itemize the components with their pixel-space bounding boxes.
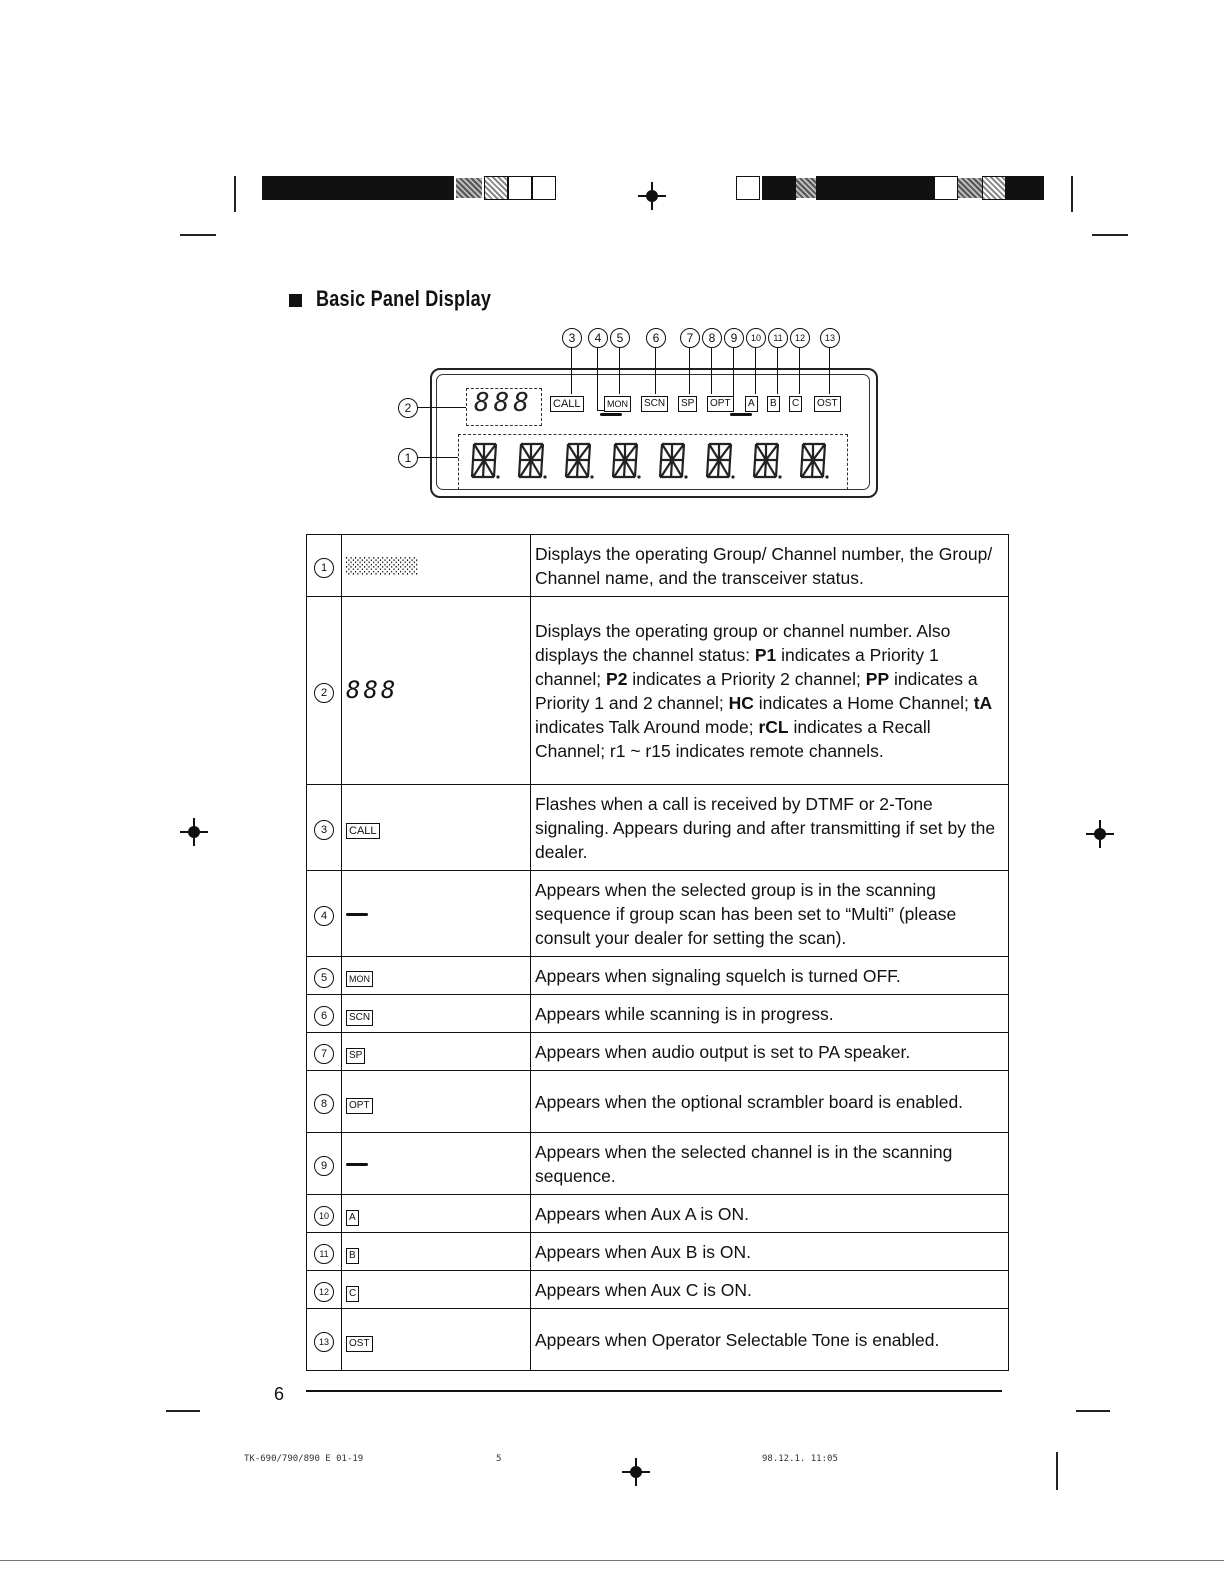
indicator-a: A (745, 396, 758, 412)
mon-symbol-icon: MON (346, 971, 373, 987)
section-bullet-icon (289, 294, 302, 307)
footer-right: 98.12.1. 11:05 (762, 1454, 838, 1464)
callout-12: 12 (790, 328, 810, 348)
scan-dash-icon (600, 413, 622, 416)
table-row (307, 1195, 1009, 1233)
aux-c-symbol-icon: C (346, 1286, 359, 1302)
table-row (307, 1071, 1009, 1133)
scn-symbol-icon: SCN (346, 1010, 373, 1026)
seg14-character-icon (470, 442, 500, 480)
trim-mark (1076, 1410, 1110, 1412)
trim-mark (234, 176, 236, 212)
page-number: 6 (274, 1384, 285, 1404)
sp-symbol-icon: SP (346, 1048, 365, 1064)
registration-bar-left (262, 176, 568, 200)
row-number: 1 (314, 558, 334, 578)
page-bottom-edge (0, 1560, 1224, 1561)
table-row (307, 1133, 1009, 1195)
scan-dash-icon (346, 1163, 368, 1166)
indicator-table (306, 534, 1009, 1371)
scan-dash-icon (730, 413, 752, 416)
callout-8: 8 (702, 328, 722, 348)
indicator-scn: SCN (641, 396, 668, 412)
row-number: 6 (314, 1006, 334, 1026)
callout-5: 5 (610, 328, 630, 348)
row-number: 8 (314, 1094, 334, 1114)
seg14-character-icon (611, 442, 641, 480)
row-number: 12 (314, 1282, 334, 1302)
seg14-character-icon (752, 442, 782, 480)
row-description: Appears when audio output is set to PA speaker. (531, 1033, 1009, 1071)
table-row (307, 785, 1009, 871)
trim-mark (166, 1410, 200, 1412)
callout-7: 7 (680, 328, 700, 348)
row-number: 13 (314, 1332, 334, 1352)
indicator-c: C (789, 396, 802, 412)
row-number: 4 (314, 906, 334, 926)
row-description: Appears when Aux C is ON. (531, 1271, 1009, 1309)
trim-mark (1092, 234, 1128, 236)
registration-crosshair-icon (638, 182, 666, 210)
trim-mark (1071, 176, 1073, 212)
indicator-b: B (767, 396, 780, 412)
callout-9: 9 (724, 328, 744, 348)
row-description: Flashes when a call is received by DTMF or 2-Tone signaling. Appears during and after transmitting if set by the dealer. (531, 785, 1009, 871)
callout-13: 13 (820, 328, 840, 348)
registration-bar-right (736, 176, 1044, 200)
seg14-character-icon (658, 442, 688, 480)
table-row (307, 957, 1009, 995)
row-description: Displays the operating group or channel number. Also displays the channel status: P1 indicates a Priority 1 channel; P2 indicates a Priority 2 channel; PP indicates a Priority 1 and 2 channel; HC indicates a Home Channel; tA indicates Talk Around mode; rCL indicates a Recall Channel; r1 ~ r15 indicates remote channels. (531, 597, 1009, 785)
registration-crosshair-icon (1086, 820, 1114, 848)
table-row (307, 535, 1009, 597)
table-row (307, 1309, 1009, 1371)
indicator-sp: SP (678, 396, 697, 412)
seg14-character-icon (517, 442, 547, 480)
aux-b-symbol-icon: B (346, 1248, 359, 1264)
row-number: 2 (314, 683, 334, 703)
opt-symbol-icon: OPT (346, 1098, 373, 1114)
row-number: 3 (314, 820, 334, 840)
footer-left: TK-690/790/890 E 01-19 (244, 1454, 364, 1464)
table-row (307, 1233, 1009, 1271)
registration-crosshair-icon (180, 818, 208, 846)
row-description: Appears when signaling squelch is turned OFF. (531, 957, 1009, 995)
registration-crosshair-icon (622, 1458, 650, 1486)
callout-2: 2 (398, 398, 418, 418)
scan-dash-icon (346, 913, 368, 916)
section-title: Basic Panel Display (316, 286, 492, 311)
aux-a-symbol-icon: A (346, 1210, 359, 1226)
table-row (307, 597, 1009, 785)
row-description: Appears when Operator Selectable Tone is enabled. (531, 1309, 1009, 1371)
indicator-call: CALL (550, 396, 584, 412)
ost-symbol-icon: OST (346, 1336, 373, 1352)
table-row (307, 1033, 1009, 1071)
seg7-symbol-icon: 888 (346, 675, 399, 704)
trim-mark (1056, 1452, 1058, 1490)
row-description: Appears when the selected group is in the scanning sequence if group scan has been set to “Multi” (please consult your dealer for setting the scan). (531, 871, 1009, 957)
footer-rule (306, 1390, 1002, 1392)
seg14-character-icon (564, 442, 594, 480)
table-row (307, 1271, 1009, 1309)
row-description: Appears when Aux B is ON. (531, 1233, 1009, 1271)
seg14-character-icon (705, 442, 735, 480)
row-description: Appears when the optional scrambler board is enabled. (531, 1071, 1009, 1133)
indicator-opt: OPT (707, 396, 734, 412)
row-description: Appears when Aux A is ON. (531, 1195, 1009, 1233)
callout-3: 3 (562, 328, 582, 348)
call-symbol-icon: CALL (346, 823, 380, 839)
row-description: Appears when the selected channel is in the scanning sequence. (531, 1133, 1009, 1195)
indicator-mon: MON (604, 396, 631, 412)
table-row (307, 995, 1009, 1033)
row-number: 10 (314, 1206, 334, 1226)
callout-4: 4 (588, 328, 608, 348)
callout-6: 6 (646, 328, 666, 348)
footer-center: 5 (496, 1454, 502, 1464)
row-number: 9 (314, 1156, 334, 1176)
indicator-ost: OST (814, 396, 841, 412)
table-row (307, 871, 1009, 957)
callout-1: 1 (398, 448, 418, 468)
row-description: Appears while scanning is in progress. (531, 995, 1009, 1033)
row-number: 7 (314, 1044, 334, 1064)
row-number: 5 (314, 968, 334, 988)
callout-11: 11 (768, 328, 788, 348)
seg14-symbol-icon: ░░░░░░░░ (346, 557, 419, 575)
seg14-character-icon (799, 442, 829, 480)
seg7-digits: 888 (474, 388, 533, 418)
trim-mark (180, 234, 216, 236)
row-number: 11 (314, 1244, 334, 1264)
row-description: Displays the operating Group/ Channel number, the Group/ Channel name, and the transceiver status. (531, 535, 1009, 597)
callout-10: 10 (746, 328, 766, 348)
